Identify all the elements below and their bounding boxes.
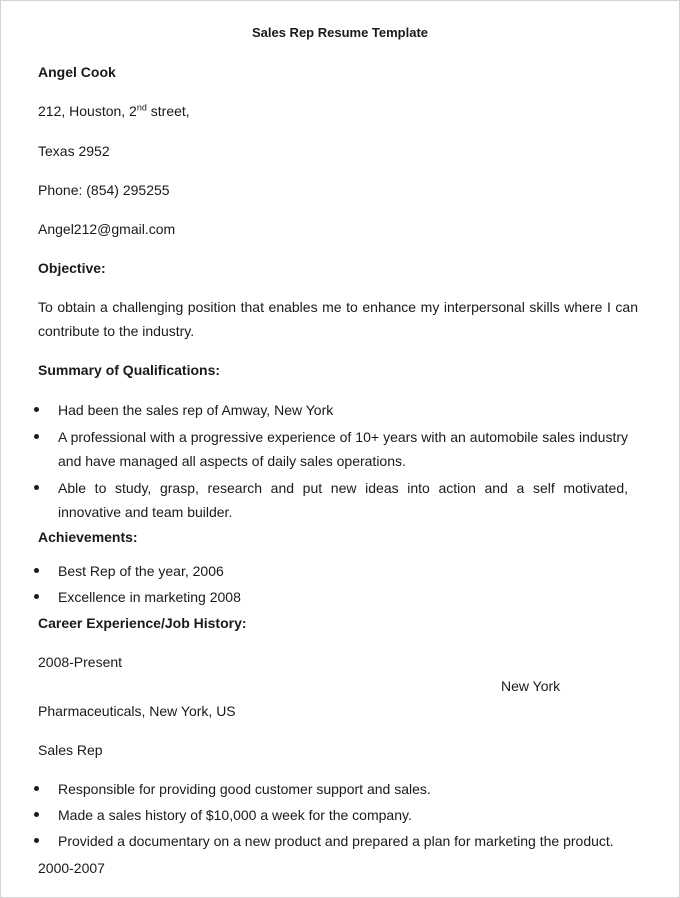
list-item — [0, 559, 628, 583]
bullet-icon — [34, 407, 39, 412]
list-item — [0, 777, 628, 801]
address-post: street, — [146, 103, 190, 119]
list-item-text: Excellence in marketing 2008 — [58, 589, 241, 605]
list-item-text: Able to study, grasp, research and put new ideas into action and a self motivated, innovative and team builder. — [58, 480, 628, 520]
objective-text: To obtain a challenging position that enables me to enhance my interpersonal skills where I can contribute to the industry. — [38, 299, 638, 339]
achievements-list — [0, 559, 628, 609]
email-line: Angel212@gmail.com — [38, 221, 176, 237]
job-role: Sales Rep — [38, 742, 103, 758]
list-item-text: A professional with a progressive experience of 10+ years with an automobile sales industry and have managed all aspects of daily sales operations. — [58, 429, 628, 469]
job-period: 2008-Present — [38, 654, 123, 670]
list-item-text: Responsible for providing good customer support and sales. — [58, 781, 431, 797]
list-item — [0, 398, 628, 422]
qualifications-heading: Summary of Qualifications: — [38, 362, 221, 378]
list-item-text: Made a sales history of $10,000 a week for the company. — [58, 807, 412, 823]
bullet-icon — [34, 568, 39, 573]
candidate-name: Angel Cook — [38, 64, 116, 80]
list-item — [0, 829, 628, 853]
job-duties-list — [0, 777, 628, 853]
list-item — [0, 425, 628, 473]
list-item — [0, 803, 628, 827]
list-item-text: Provided a documentary on a new product and prepared a plan for marketing the product. — [58, 833, 614, 849]
bullet-icon — [34, 485, 39, 490]
document-title: Sales Rep Resume Template — [251, 25, 429, 40]
job-location: New York — [501, 678, 561, 694]
bullet-icon — [34, 812, 39, 817]
objective-heading: Objective: — [38, 260, 106, 276]
city-line: Texas 2952 — [38, 143, 110, 159]
job-company: Pharmaceuticals, New York, US — [38, 703, 236, 719]
address-line — [38, 102, 190, 120]
job-period: 2000-2007 — [38, 860, 105, 876]
address-ordinal: nd — [136, 102, 147, 113]
list-item-text: Had been the sales rep of Amway, New York — [58, 402, 334, 418]
bullet-icon — [34, 594, 39, 599]
list-item — [0, 585, 628, 609]
list-item-text: Best Rep of the year, 2006 — [58, 563, 224, 579]
career-heading: Career Experience/Job History: — [38, 615, 247, 631]
bullet-icon — [34, 786, 39, 791]
qualifications-list — [0, 398, 628, 524]
address-pre: 212, Houston, 2 — [38, 103, 137, 119]
phone-line: Phone: (854) 295255 — [38, 182, 170, 198]
bullet-icon — [34, 434, 39, 439]
achievements-heading: Achievements: — [38, 529, 138, 545]
list-item — [0, 476, 628, 524]
bullet-icon — [34, 838, 39, 843]
